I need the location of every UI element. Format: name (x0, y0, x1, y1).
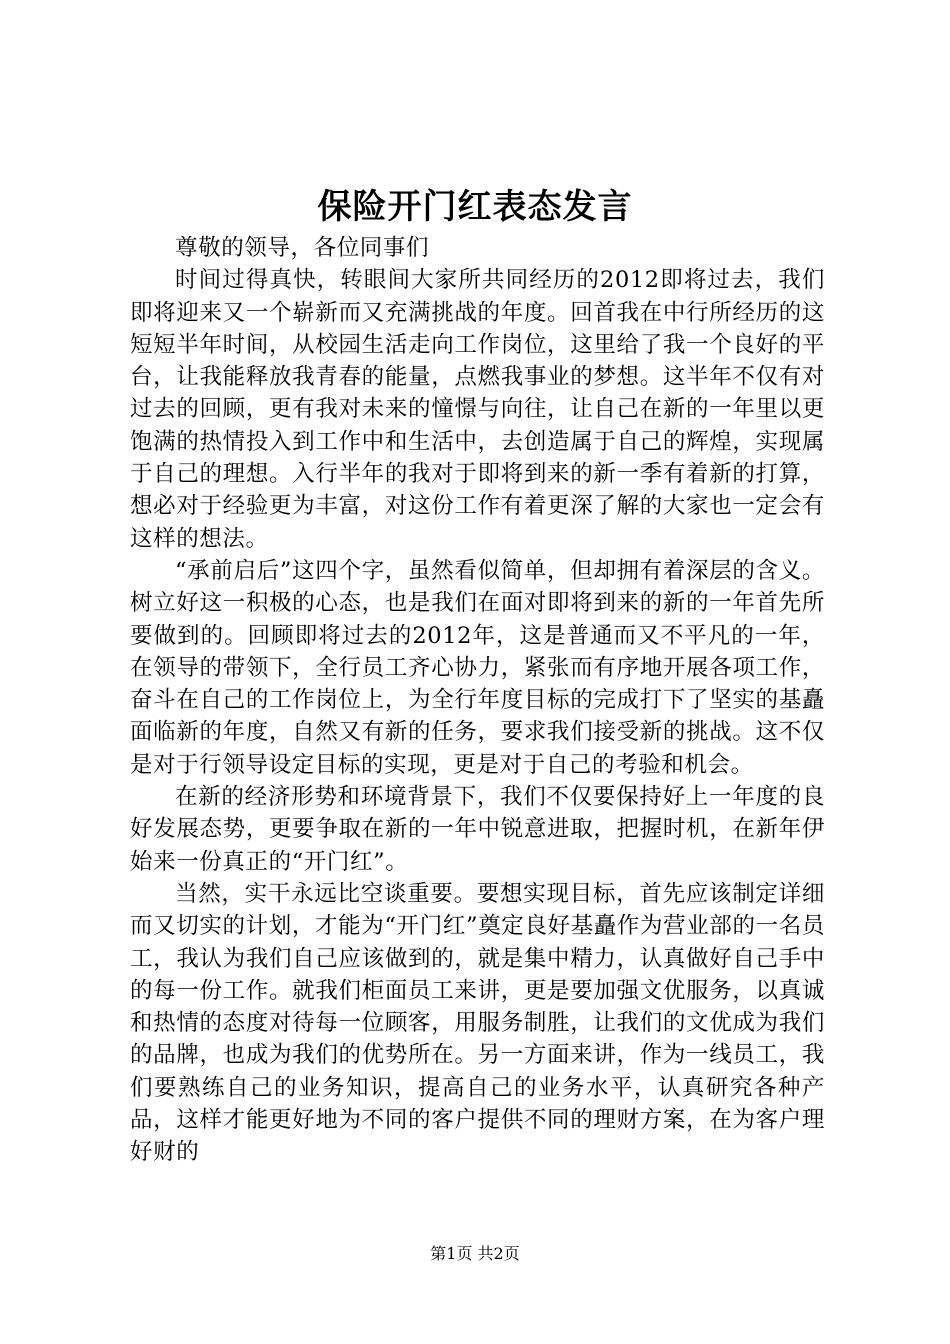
document-title: 保险开门红表态发言 (317, 187, 633, 227)
document-body (130, 232, 825, 1169)
paragraph-3: 在新的经济形势和环境背景下，我们不仅要保持好上一年度的良好发展态势，更要争取在新的一年中锐意进取，把握时机，在新年伊始来一份真正的“开门红”。 (130, 784, 825, 875)
paragraph-2: “承前启后”这四个字，虽然看似简单，但却拥有着深层的含义。树立好这一积极的心态，也是我们在面对即将到来的新的一年首先所要做到的。回顾即将过去的2012年，这是普通而又不平凡的一年，在领导的带领下，全行员工齐心协力，紧张而有序地开展各项工作，奋斗在自己的工作岗位上，为全行年度目标的完成打下了坚实的基矗面临新的年度，自然又有新的任务，要求我们接受新的挑战。这不仅是对于行领导设定目标的实现，更是对于自己的考验和机会。 (130, 557, 825, 778)
paragraph-4: 当然，实干永远比空谈重要。要想实现目标，首先应该制定详细而又切实的计划，才能为“开门红”奠定良好基矗作为营业部的一名员工，我认为我们自己应该做到的，就是集中精力，认真做好自己手中的每一份工作。就我们柜面员工来讲，更是要加强文优服务，以真诚和热情的态度对待每一位顾客，用服务制胜，让我们的文优成为我们的品牌，也成为我们的优势所在。另一方面来讲，作为一线员工，我们要熟练自己的业务知识，提高自己的业务水平，认真研究各种产品，这样才能更好地为不同的客户提供不同的理财方案，在为客户理好财的 (130, 880, 825, 1166)
paragraph-1: 时间过得真快，转眼间大家所共同经历的2012即将过去，我们即将迎来又一个崭新而又充满挑战的年度。回首我在中行所经历的这短短半年时间，从校园生活走向工作岗位，这里给了我一个良好的平台，让我能释放我青春的能量，点燃我事业的梦想。这半年不仅有对过去的回顾，更有我对未来的憧憬与向往，让自己在新的一年里以更饱满的热情投入到工作中和生活中，去创造属于自己的辉煌，实现属于自己的理想。入行半年的我对于即将到来的新一季有着新的打算，想必对于经验更为丰富，对这份工作有着更深了解的大家也一定会有这样的想法。 (130, 267, 825, 552)
greeting: 尊敬的领导，各位同事们 (175, 235, 430, 261)
page-number: 第1页 共2页 (430, 1244, 520, 1263)
